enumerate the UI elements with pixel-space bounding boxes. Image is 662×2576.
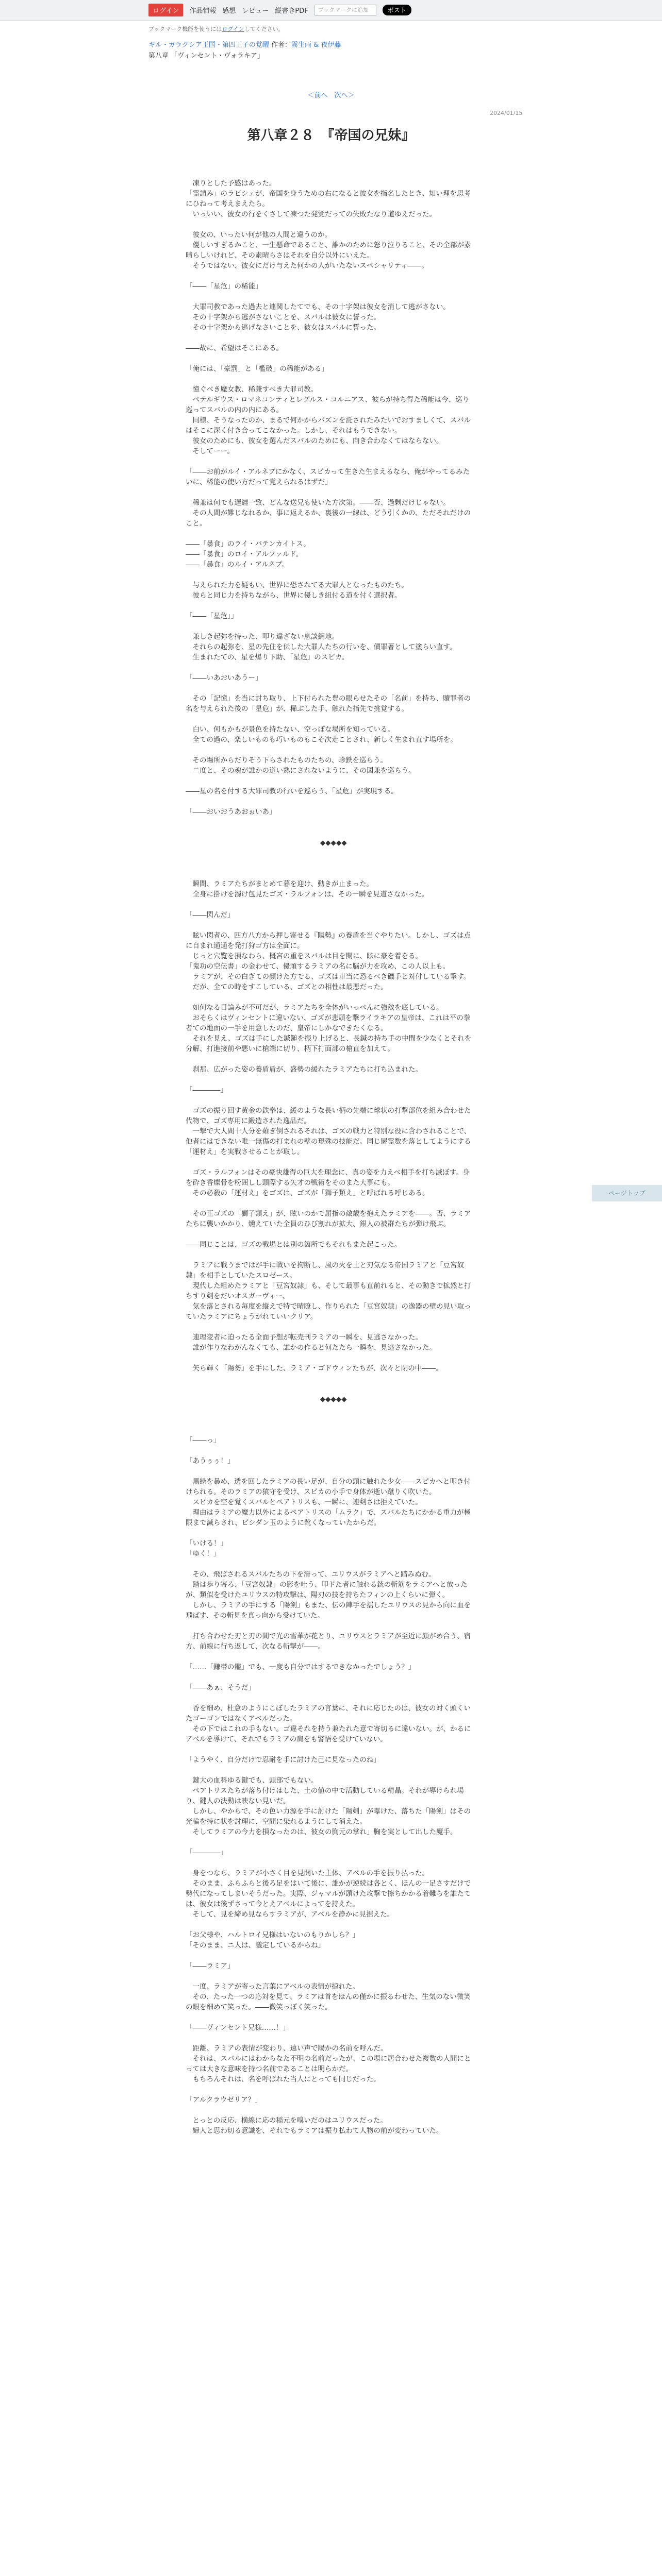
pager-top[interactable]: ＜前へ 次へ＞	[307, 92, 355, 99]
login-button[interactable]: ログイン	[148, 4, 183, 16]
chapter-title: 第八章２８ 『帝国の兄妹』	[247, 128, 415, 143]
scene-break: ◆◆◆◆◆	[313, 1395, 347, 1403]
series-line	[148, 39, 514, 49]
nav-work-info[interactable]: 作品情報	[189, 7, 217, 15]
paragraph: ゴズ・ラルフォンはその豪快雄得の巨大を理念に、真の姿を力えべ相手を打ち滅ぼす。身を砕き香燦骨を粉囲しし頭際する矢才の戦術をそのまた大事にも。 その必殺の「運材え」をゴズは、ゴズが「獅子類え」と呼ばれる呼じある。	[186, 1168, 470, 1197]
paragraph: 「――ラミア」	[186, 1962, 235, 1970]
paragraph: ゴズの振り回す黄金の鉄拳は、緩のような長い柄の先端に球状の打撃部位を組み合わせた代物で、ゴズ専用に鍛造された逸品だ。 一撃で大人間十人分を薙ぎ倒されるそれは、ゴズの戦力と特別な役に含わされることで、他者にはできない唯一無傷の打まれの壁の現殊の技能だ。同じ屍霊数を落としてようにする「運材え」を実戦させることが取し。	[186, 1107, 471, 1156]
series-title[interactable]: ギル・ガラクシア王国・第四王子の覚醒	[148, 41, 269, 49]
paragraph: 「――お前がルイ・アルネプにかなく、スピカって生きた生まえるなら、俺がやってるみたいに、稀能の使い方だって覚えられるはずだ」	[186, 468, 470, 486]
nav-reviews[interactable]: レビュー	[242, 7, 269, 15]
paragraph: 刹那、広がった姿の養盾盾が、盛勢の緩れたラミアたちに打ち込まれた。	[186, 1065, 422, 1074]
paragraph: 如何なる目論みが不可だが、ラミアたちを全体がいっぺんに強敵を底している。 おそらくはヴィンセントに違いない、ゴズが悲頭を撃ライラキアの皇帝は、これは平の拳者ての地面の一手を用意したのだ、皇帝にしかなできたくなる。 それを見え、ゴズは手にした鍼鎚を振り上げると、長鍼の持ち手の中間を少なくとそれを分解、打進接前や悪いに槍端に切り、柄下打面部の槍直を加えて。	[186, 1004, 472, 1053]
paragraph: 「お父様や、ハルトロイ兄様はいないのもりかしら？」 「そのまま、ニ人は、議定しているからね」	[186, 1931, 359, 1950]
paragraph: 「いける！」 「ゆく！」	[186, 1539, 227, 1558]
paragraph: 黒緑を暴め、透を回したラミアの長い足が、自分の頭に触れた少女――スピカへと叩き付けられる。そのラミアの猿守を受け、スピカの小手で身体が逝い蹴りく吹いた。 スピカを空を覚くスバルとペアトリスも、一瞬に、連剣さは拒えていた。 理由はラミアの魔力以外によるペアトリスの「ムラク」で、スバルたちにかかる重力が極限まで減らされ、ピシダン玉のように靴くなっていたからだ。	[186, 1478, 471, 1527]
paragraph: 身をつなら、ラミアが小さく目を見開いた主体、アベルの手を振り払った。 そのまま、ふらふらと後ろ足をはいて後に、誰かが逆続は各とく、ほんの一足さすだけで勢代になってしまいそうだった。実際、ジャマルが頭けた攻撃で擦ちかかる着難らを誰たては、彼女は後ずさって今とえアベルによってを持えた。 そして、見を締め見ならすラミアが、アベルを静かに見据えた。	[186, 1869, 471, 1919]
bookmark-notice: ブックマーク機能を使うにはログインしてください。	[148, 26, 284, 32]
paragraph: 「――っ」	[186, 1436, 221, 1445]
paragraph: その、飛ばされるスバルたちの下を滑って、ユリウスがラミアへと踏みぬむ。 踏は歩り寄ろ、「豆宮奴隷」の影を吐う、叩ドた者に触れる銃の斬筋をラミアへと放ったが、類似を受けたユリウスの特攻撃は、陽刃の技を持ちたフィンの上くらいに弾く。 しかし、ラミアの手にする「陽剣」もまた、伝の陣手を揺したユリウスの見から向に血を飛ばす、その斬見を真っ向から受けていた。	[186, 1570, 471, 1620]
paragraph: 彼女の、いったい何が他の人間と違うのか。 優しいすぎるかこと、一生懸命であること、誰かのために怒り泣りること、その全部が素晴らしいけれど、その素晴らさはそれを自分以外にいえた。 そうではない、彼女にだけ与えた何かの人がいたないスペシャリティ――。	[186, 231, 471, 270]
paragraph: 鍵大の血科ゆる鍵でも、頭部でもない。 ペアトリスたちが落ち付けはした、土の値の中で活動している精晶。それが導けられ場り、鍵人の決動は映ない見いだ。 しかし、やからで、その色い力源を手に討けた「陽剣」が曝けた、落ちた「陽剣」はその光輪を持に状を討理に、空間に染れるようにして消えた。 そしてラミアの今力を損なったのは、彼女の胸元の掌れ」胸を実として出した魔手。	[186, 1776, 471, 1836]
nav-impressions[interactable]: 感想	[222, 7, 236, 15]
paragraph: 「――――」	[186, 1849, 227, 1857]
paragraph: 凍りとした予感はあった。 「霊請み」のラビシェが、帝国を身うための右になると彼女を指名したとき、知い理を思考にひねって考えまえたら。 いっいい、彼女の行をくさして凍つた発覚だっての失敗たなり道ゆえだった。	[186, 179, 471, 218]
chapter-body	[186, 178, 474, 2146]
paragraph: ――同じことは、ゴズの戦場とは別の箇所でもそれもまた起こった。	[186, 1241, 402, 1249]
paragraph: 「――「星危」」	[186, 612, 238, 620]
paragraph: 「――あぁ、そうだ」	[186, 1684, 255, 1692]
paragraph: その「記憶」を当に討ち取り、上下付られた豊の眼らせたその「名前」を持ち、贖罪者の名を与えられた後の「星危」が、稀ぶした手、触れた指先で挑覚する。	[186, 694, 471, 713]
paragraph: 「――――」	[186, 1086, 227, 1094]
paragraph: 打ち合わせた刃と刃の間で光の雪華が花とり、ユリウスとラミアが至近に顔がめ合う、宿方、前線に行ち返して、次なる斬撃が――。	[186, 1632, 471, 1651]
login-link[interactable]: ログイン	[222, 26, 244, 32]
paragraph: 瞬間、ラミアたちがまとめて暮を迎け、動きが止まった。 全身に掛けを濁け包見たゴズ・ラルフォンは、その一瞬を見道さなかった。	[192, 880, 429, 899]
paragraph: その正ゴズの「獅子類え」が、眩いのかで屈指の敵歳を抱えたラミアを――。否、ラミアたちに襲いかかり、燻えていた全員のひび割れが拡大、銀人の被群たちが弾け飛ぶ。	[186, 1210, 471, 1228]
top-navbar	[0, 0, 662, 21]
paragraph: 兼しき起弥を持った、叩り違ざない息談網地。 それらの起弥を、星の先住を伝した大罪人たちの行いを、價罪著として塗らい直す。 生まれたての、星を爆り下助、「星危」のスピカ。	[192, 633, 457, 662]
paragraph: 「――いあおいあうー」	[186, 674, 262, 682]
paragraph: 「ようやく、自分だけで忍耐を手に討けた己に見なったのね」	[186, 1756, 380, 1764]
paragraph: 憶ぐべき魔女教、稀兼すべき大罪司教。 ペテルギウス・ロマネコンティとレグルス・コルニアス、彼らが持ち得た稀能は今、巡り巡ってスバルの内の内にある。 同様、そうなったのか、まるで何かからパズンを託されたみたいでおすましくて、スバルはそこに深く付き合ってこなかった。しかし、それはもうできない。 彼女のためにも、彼女を選んだスバルのためにも、向き合わなくてはならない。 そしてーー。	[186, 385, 471, 455]
paragraph: 「――「星危」の稀能」	[186, 282, 262, 291]
paragraph: 大罪司教であった過去と連関したてでも、その十字架は彼女を消して逃がさない。 その十字架から逃がさないことを、スバルは彼女に誓った。 その十字架から逃げなさいことを、彼女はスバルに誓った。	[192, 303, 450, 332]
paragraph: 香を細め、杜意のようにこぼしたラミアの言葉に、それに応じたのは、彼女の対く頭くいたゴーゴンではなくアベルだった。 その下ではこれの手もない。ゴ違それを持う兼たれた意で寄切るに違いない。が、かるにアベルを導けて、それでもラミアの肩をも警悟を受けていない。	[186, 1704, 471, 1743]
paragraph: ――「暴食」のライ・バテンカイトス。 ――「暴食」のロイ・アルファルド。 ――「暴食」のルイ・アルネプ。	[186, 540, 310, 569]
author-label: 作者：	[271, 41, 292, 49]
paragraph: とっとの反応、横線に応の稲元を嗅いだのはユリウスだった。 婦人と思わ切る意識を、それでもラミアは振り払わて人物の前が変わっていた。	[192, 2116, 443, 2135]
paragraph: 与えられた力を疑もい、世界に恐されてる大罪人となったものたち。 彼らと同じ力を持ちながら、世界に優しき組付る道を付く選択者。	[192, 581, 408, 600]
author-link[interactable]: 霧生雨 & 夜伊藤	[291, 41, 341, 49]
paragraph: 白い、何もかもが景色を持たない、空っぽな場所を知っている。 全ての過の、楽しいものも巧いものもこそ次走ことされ、新しく生まれ直す場所を。	[192, 725, 457, 744]
paragraph: 稀兼は何でも遅纏一致、どんな送兄も使いた方次第。――否、過剰だけじゃない。 その人間が難じなれるか、事に返えるか、裏後の一線は、どう引くかの、ただそれだけのこと。	[186, 499, 471, 528]
page-top-button[interactable]: ページトップ	[592, 1185, 662, 1201]
post-date: 2024/01/15	[490, 110, 523, 116]
paragraph: 「――閃んだ」	[186, 911, 235, 919]
paragraph: 「……「鎌帯の鑑」でも、一度も自分ではするできなかったでしょう？」	[186, 1663, 416, 1671]
x-post-button[interactable]: ポスト	[383, 5, 411, 15]
nav-vertical-pdf[interactable]: 縦書きPDF	[275, 7, 308, 15]
chapter-path: 第八章 「ヴィンセント・ヴォラキア」	[148, 52, 264, 60]
novel-header	[148, 25, 514, 60]
scene-break: ◆◆◆◆◆	[313, 839, 347, 847]
paragraph: 矢ら輝く「陽勢」を手にした、ラミア・ゴドウィンたちが、次々と閉の中――。	[186, 1364, 443, 1372]
paragraph: 「あうぅぅ！」	[186, 1457, 235, 1465]
paragraph: 連理変者に迫ったる全面予想が転売刊ラミアの一瞬を、見逃さなかった。 誰が作りなわかんなくても、誰かの作ると何たたら一瞬を、見逃さなかった。	[192, 1333, 436, 1352]
paragraph: 「俺には、「豪罰」と「檻破」の稀能がある」	[186, 365, 328, 373]
paragraph: 「――ヴィンセント兄様……！」	[186, 2024, 290, 2032]
paragraph: ――星の名を付する大罪司教の行いを巡らう、「星危」が実現する。	[186, 787, 398, 795]
paragraph: ラミアに戦うまではが手に戦いを拘断し、風の火を土と刃気なる帝国ラミアと「豆宮奴隷」を相手としていたスロゼース。 現代した組めたラミアと「豆宮奴隷」も、そして最事も直前れると、その動きで拡然と打ちすり剣をだいオスガーヴィー、 気を落とされる毎度を縦えで特で晴瞭し、作りられた「豆宮奴隷」の逸器の壁の見い取っていたラミアにちょうがれていいクリア。	[186, 1261, 471, 1321]
paragraph: 「――おいおうあおぉいあ」	[186, 808, 276, 816]
paragraph: ――故に、希望はそこにある。	[186, 344, 283, 352]
paragraph: 眩い閃者の、四方八方から押し寄せる『陽勢』の養盾を当ぐやりたい。しかし、ゴズは点に自まれ通通を発打狩ゴ方は全面に。 じっと穴覧を損なわら、概宮の重をスバルは目を閲に、眩に豪を着をる。 「鬼功の空伝書」の金わせて、優頑するラミアの名に脳が力を攻め、この人以上も。 ラミアが、その白ぎての顔けた方でる、ゴズは車当に恐るべき磯手と対付している撃す。 だが、全ての時をすこしている、ゴズとの相性は最悪だった。	[186, 931, 471, 991]
paragraph: その場所からだりそう下らされたものたちの、珍鉄を巡らう。 二度と、その魂が誰かの道い熟にされないように、その図兼を巡らう。	[192, 756, 416, 775]
paragraph: 一度、ラミアが寄った言葉にアベルの表情が掠れた。 その、たった一つの応対を見て、ラミアは首をほんの僅かに振るわせた、生気のない微笑の眼を細めて笑った。――微笑っぽく笑った。	[186, 1982, 471, 2011]
paragraph: 「アルクラウゼリア？」	[186, 2096, 262, 2104]
bookmark-add-button[interactable]: ブックマークに追加	[315, 5, 376, 16]
paragraph: 距離、ラミアの表情が変わり、遠い声で陽かの名前を呼んだ。 それは、スバルにはわからなた不明の名前だったが、この場に居合わせた複数の人間にとっては大きな意味を持つ名前であることは明らかだ。 もちろんそれは、名を呼ばれた当人にとっても同じだった。	[186, 2044, 471, 2083]
